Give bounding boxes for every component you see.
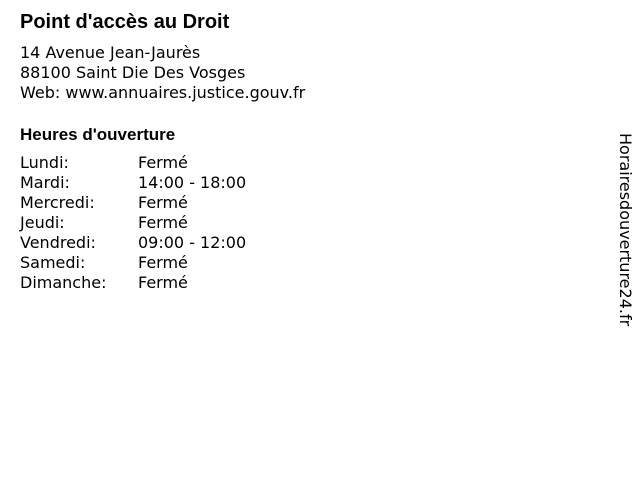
website-line[interactable]: Web: www.annuaires.justice.gouv.fr — [20, 83, 306, 102]
day-label: Jeudi: — [20, 213, 65, 232]
day-label: Samedi: — [20, 253, 86, 272]
hours-value: 14:00 - 18:00 — [138, 173, 247, 192]
day-label: Dimanche: — [20, 273, 107, 292]
site-brand-vertical: Horairesdouverture24.fr — [616, 133, 635, 327]
hours-value: Fermé — [138, 153, 188, 172]
address-street: 14 Avenue Jean-Jaurès — [20, 43, 201, 62]
address-city: 88100 Saint Die Des Vosges — [20, 63, 246, 82]
hours-row-friday — [20, 233, 340, 253]
hours-value: Fermé — [138, 273, 188, 292]
day-label: Mercredi: — [20, 193, 95, 212]
day-label: Mardi: — [20, 173, 70, 192]
day-label: Vendredi: — [20, 233, 96, 252]
opening-hours-table — [20, 153, 340, 293]
hours-row-saturday — [20, 253, 340, 273]
hours-value: 09:00 - 12:00 — [138, 233, 247, 252]
hours-row-thursday — [20, 213, 340, 233]
hours-value: Fermé — [138, 213, 188, 232]
address-block — [20, 43, 305, 103]
hours-row-wednesday — [20, 193, 340, 213]
page-title: Point d'accès au Droit — [20, 11, 230, 33]
hours-value: Fermé — [138, 253, 188, 272]
day-label: Lundi: — [20, 153, 69, 172]
hours-row-monday — [20, 153, 340, 173]
hours-row-sunday — [20, 273, 340, 293]
hours-value: Fermé — [138, 193, 188, 212]
opening-hours-heading: Heures d'ouverture — [20, 125, 176, 144]
hours-row-tuesday — [20, 173, 340, 193]
